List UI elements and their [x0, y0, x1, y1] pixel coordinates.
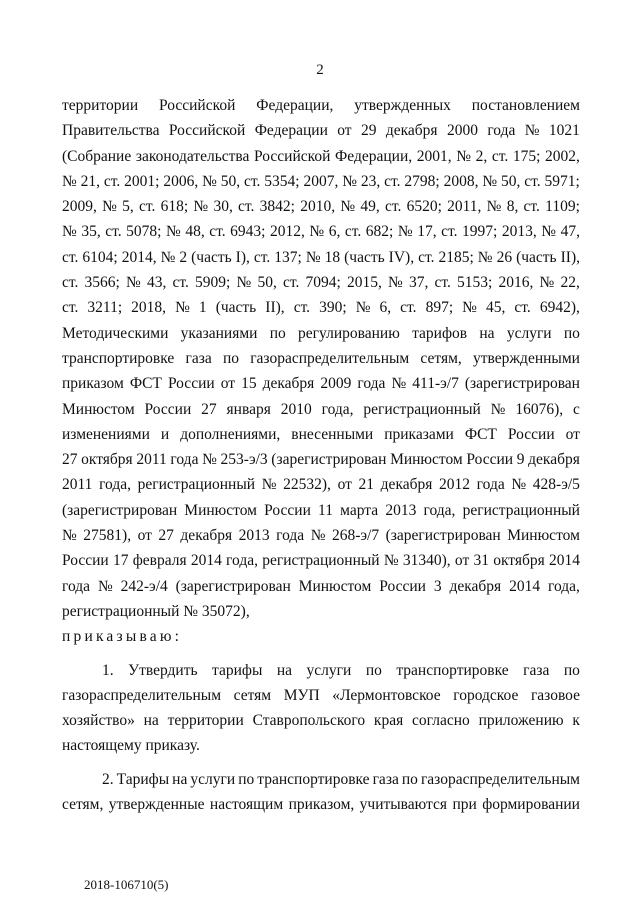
text-line: 2011 года, регистрационный № 22532), от 21 декабря 2012 года № 428-э/5: [62, 476, 580, 494]
text-line: настоящему приказу.: [62, 737, 200, 755]
text-line: транспортировке газа по газораспределительным сетям, утвержденными: [62, 349, 580, 367]
text-line: 2. Тарифы на услуги по транспортировке газа по газораспределительным: [102, 770, 580, 788]
text-line: (зарегистрирован Минюстом России 11 марта 2013 года, регистрационный: [62, 501, 580, 519]
text-line: изменениями и дополнениями, внесенными приказами ФСТ России от: [62, 425, 580, 443]
text-line: 2009, № 5, ст. 618; № 30, ст. 3842; 2010, № 49, ст. 6520; 2011, № 8, ст. 1109;: [62, 198, 580, 216]
text-line: хозяйство» на территории Ставропольского края согласно приложению к: [62, 712, 580, 730]
text-line: № 27581), от 27 декабря 2013 года № 268-э/7 (зарегистрирован Минюстом: [62, 527, 580, 545]
text-line: сетям, утвержденные настоящим приказом, учитываются при формировании: [62, 796, 580, 814]
text-line: (Собрание законодательства Российской Федерации, 2001, № 2, ст. 175; 2002,: [62, 147, 580, 165]
paragraph-block-legal-references: [62, 93, 580, 599]
text-line: ст. 6104; 2014, № 2 (часть I), ст. 137; № 18 (часть IV), ст. 2185; № 26 (часть II),: [62, 248, 580, 266]
page-number: 2: [316, 62, 324, 78]
text-line: регистрационный № 35072),: [62, 602, 250, 620]
document-id: 2018-106710(5): [84, 877, 169, 892]
order-item-1: [62, 658, 580, 734]
text-line: года № 242-э/4 (зарегистрирован Минюстом России 3 декабря 2014 года,: [62, 577, 580, 595]
text-line: № 35, ст. 5078; № 48, ст. 6943; 2012, № 6, ст. 682; № 17, ст. 1997; 2013, № 47,: [62, 223, 580, 241]
text-line: 27 октября 2011 года № 253-э/3 (зарегистрирован Минюстом России 9 декабря: [62, 451, 580, 469]
text-line: территории Российской Федерации, утвержденных постановлением: [62, 97, 580, 114]
text-line: Методическими указаниями по регулированию тарифов на услуги по: [62, 324, 580, 342]
text-line: Минюстом России 27 января 2010 года, регистрационный № 16076), с: [62, 400, 580, 418]
order-item-2: [62, 767, 580, 818]
text-line: ст. 3566; № 43, ст. 5909; № 50, ст. 7094; 2015, № 37, ст. 5153; 2016, № 22,: [62, 274, 580, 292]
document-body: [62, 93, 580, 817]
text-line: России 17 февраля 2014 года, регистрационный № 31340), от 31 октября 2014: [62, 552, 580, 570]
text-line: газораспределительным сетям МУП «Лермонтовское городское газовое: [62, 686, 580, 704]
text-line: 1. Утвердить тарифы на услуги по транспортировке газа по: [102, 661, 580, 679]
text-line: приказом ФСТ России от 15 декабря 2009 года № 411-э/7 (зарегистрирован: [62, 375, 580, 393]
order-heading: приказываю:: [62, 628, 183, 646]
text-line: Правительства Российской Федерации от 29 декабря 2000 года № 1021: [62, 122, 580, 140]
text-line: ст. 3211; 2018, № 1 (часть II), ст. 390; № 6, ст. 897; № 45, ст. 6942),: [62, 299, 580, 317]
text-line: № 21, ст. 2001; 2006, № 50, ст. 5354; 2007, № 23, ст. 2798; 2008, № 50, ст. 5971;: [62, 172, 580, 190]
